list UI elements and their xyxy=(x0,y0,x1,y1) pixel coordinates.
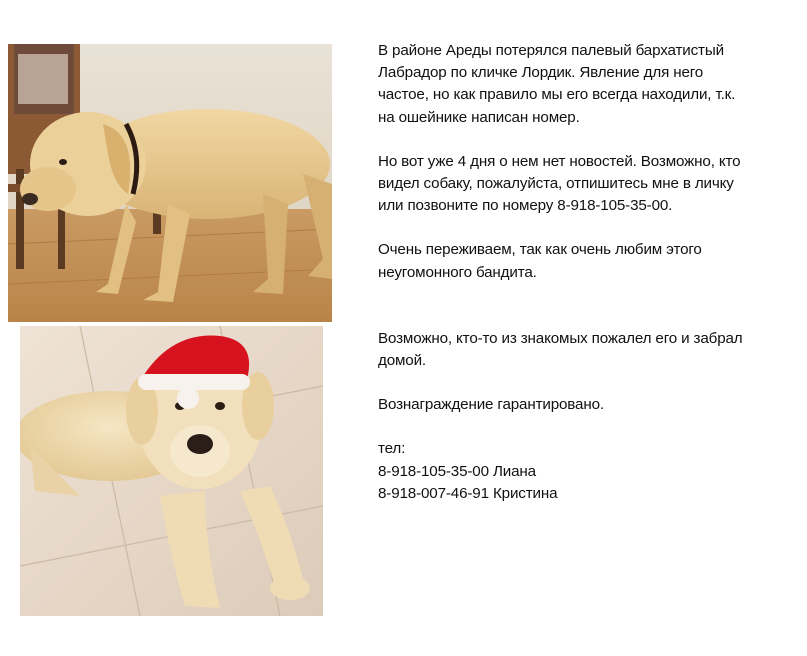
notice-line: Очень переживаем, так как очень любим этого xyxy=(378,241,702,259)
notice-paragraph-2 xyxy=(378,151,803,218)
standing-labrador-photo xyxy=(8,44,332,322)
labrador-santa-hat-photo xyxy=(20,326,323,616)
notice-line: домой. xyxy=(378,352,426,370)
standing-labrador-image xyxy=(8,44,332,322)
notice-line: Возможно, кто-то из знакомых пожалел его и забрал xyxy=(378,329,743,347)
notice-line: Но вот уже 4 дня о нем нет новостей. Возможно, кто xyxy=(378,152,741,170)
contacts-block xyxy=(378,438,803,505)
phone-label: тел: xyxy=(378,440,406,458)
notice-line: или позвоните по номеру 8-918-105-35-00. xyxy=(378,197,673,215)
notice-paragraph-3 xyxy=(378,239,803,283)
reward-text xyxy=(378,394,803,416)
reward-line: Вознаграждение гарантировано. xyxy=(378,396,604,414)
notice-line: на ошейнике написан номер. xyxy=(378,108,580,126)
notice-line: видел собаку, пожалуйста, отпишитесь мне в личку xyxy=(378,175,734,193)
notice-line: частое, но как правило мы его всегда находили, т.к. xyxy=(378,86,736,104)
notice-line: В районе Ареды потерялся палевый бархатистый xyxy=(378,42,724,59)
phone-liana: 8-918-105-35-00 Лиана xyxy=(378,462,536,480)
lost-dog-notice xyxy=(378,40,803,505)
notice-paragraph-1 xyxy=(378,40,803,129)
labrador-santa-hat-image xyxy=(20,326,323,616)
notice-line: Лабрадор по кличке Лордик. Явление для него xyxy=(378,64,704,82)
notice-paragraph-4 xyxy=(378,328,803,372)
notice-line: неугомонного бандита. xyxy=(378,263,537,281)
phone-kristina: 8-918-007-46-91 Кристина xyxy=(378,484,558,502)
